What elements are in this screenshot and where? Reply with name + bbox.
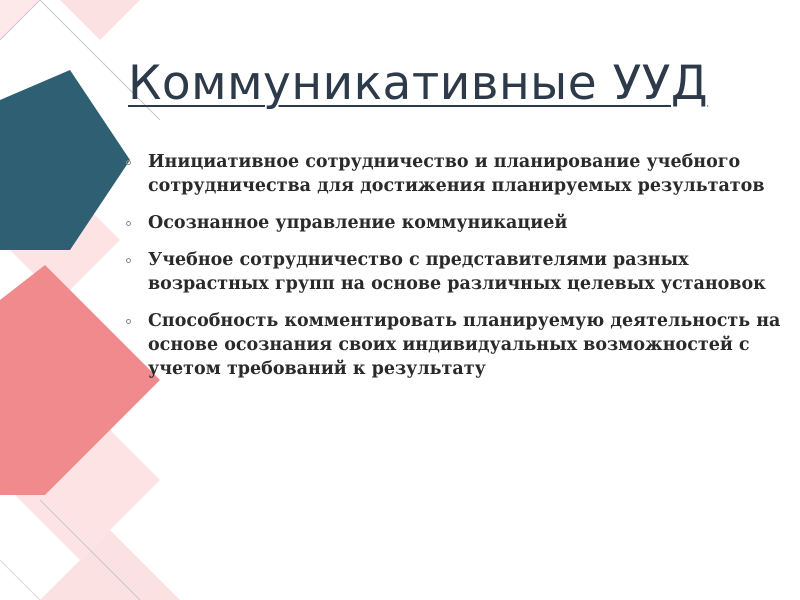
- bullet-text: Учебное сотрудничество с представителями разных возрастных групп на основе различных целевых установок: [148, 250, 766, 294]
- diagonal-line-lower: [0, 560, 40, 600]
- bullet-dot-icon: [126, 160, 131, 165]
- bullet-dot-icon: [126, 258, 131, 263]
- slide-title: Коммуникативные УУД: [128, 56, 709, 111]
- light-pink-diamond-top: [60, 0, 140, 40]
- bullet-text: Способность комментировать планируемую деятельность на основе осознания своих индивидуальных возможностей с учетом требований к результату: [148, 311, 781, 379]
- bullet-item: [120, 248, 792, 296]
- bullet-list: [120, 150, 792, 394]
- teal-diamond: [0, 70, 130, 250]
- bullet-text: Инициативное сотрудничество и планирование учебного сотрудничества для достижения планируемых результатов: [148, 152, 765, 196]
- bullet-text: Осознанное управление коммуникацией: [148, 213, 568, 233]
- bullet-dot-icon: [126, 319, 131, 324]
- bullet-item: [120, 211, 792, 235]
- bullet-item: [120, 309, 792, 381]
- bullet-dot-icon: [126, 221, 131, 226]
- bullet-item: [120, 150, 792, 198]
